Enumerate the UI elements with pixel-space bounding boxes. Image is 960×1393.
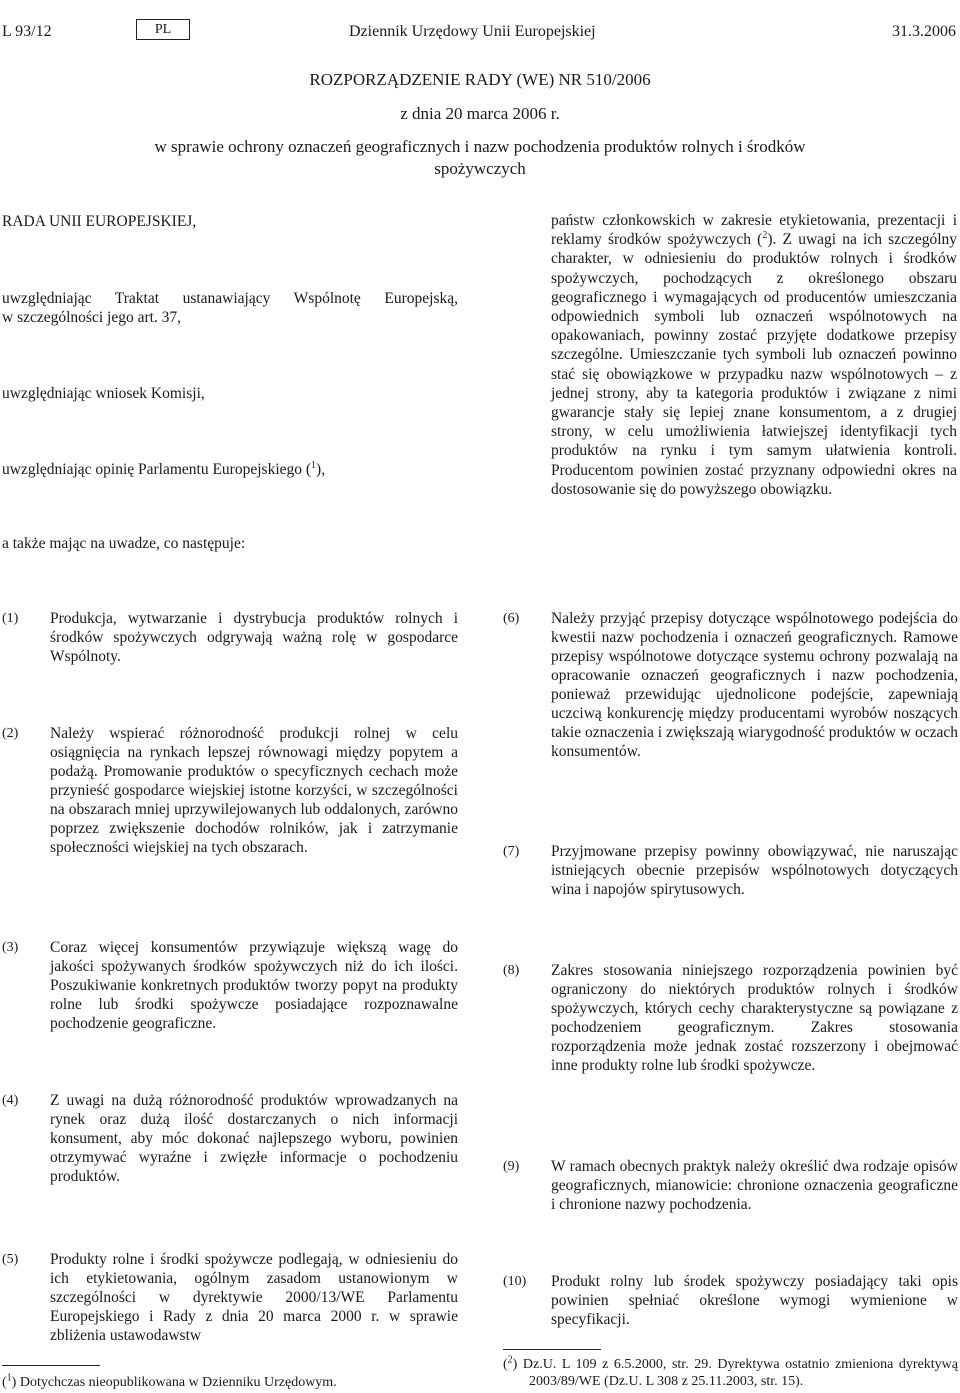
footnote-1: ($^1$) Dotychczas nieopublikowana w Dzienniku Urzędowym. [2,1372,337,1390]
footnote-rule-right [503,1349,601,1350]
preamble-treaty-line1: uwzględniając Traktat ustanawiający Wspólnotę Europejską, [2,290,458,307]
recital-continuation: państw członkowskich w zakresie etykietowania, prezentacji i reklamy środków spożywczych ($^2$). Z uwagi na ich szczególny charakter, w odniesieniu do produktów rolnych i środków spożywczych, pochodzących z określonego obszaru geograficznego i wymagających od producentów umieszczania odpowiednich symboli lub oznaczeń wspólnotowych na opakowaniach, powinny zostać przyjęte dodatkowe przepisy szczególne. Umieszczanie tych symboli lub oznaczeń powinno stać się obowiązkowe w przypadku nazw wspólnotowych – z jednej strony, aby ta kategoria produktów i związane z nimi gwarancje stały się lepiej znane konsumentom, a z drugiej strony, w celu umożliwienia łatwiejszej identyfikacji tych produktów na rynku i tym samym ułatwienia kontroli. Producentom powinien zostać przyznany odpowiedni okres na dostosowanie się do powyższego obowiązku. [551,212,958,498]
page-reference: L 93/12 [2,23,52,40]
preamble-treaty-line2: w szczególności jego art. 37, [2,309,182,326]
regulation-date: z dnia 20 marca 2006 r. [400,104,560,123]
regulation-title: ROZPORZĄDZENIE RADY (WE) NR 510/2006 [309,70,651,89]
preamble-commission: uwzględniając wniosek Komisji, [2,385,205,402]
council-heading: RADA UNII EUROPEJSKIEJ, [2,213,197,230]
publication-date: 31.3.2006 [892,23,956,40]
language-badge: PL [136,19,190,40]
footnote-ref-2[interactable]: 2 [762,230,768,242]
preamble-parliament: uwzględniając opinię Parlamentu Europejskiego ($^1$), [2,459,326,478]
regulation-subject-line2: spożywczych [434,159,526,178]
journal-title: Dziennik Urzędowy Unii Europejskiej [349,23,596,40]
regulation-subject-line1: w sprawie ochrony oznaczeń geograficznych i nazw pochodzenia produktów rolnych i środków [154,137,806,156]
preamble-whereas: a także mając na uwadze, co następuje: [2,535,246,552]
footnote-2: ($^2$) Dz.U. L 109 z 6.5.2000, str. 29. Dyrektywa ostatnio zmieniona dyrektywą 2003/89/WE (Dz.U. L 308 z 25.11.2003, str. 15). [503,1354,959,1389]
footnote-ref-1[interactable]: 1 [311,459,317,471]
footnote-rule-left [2,1365,100,1366]
